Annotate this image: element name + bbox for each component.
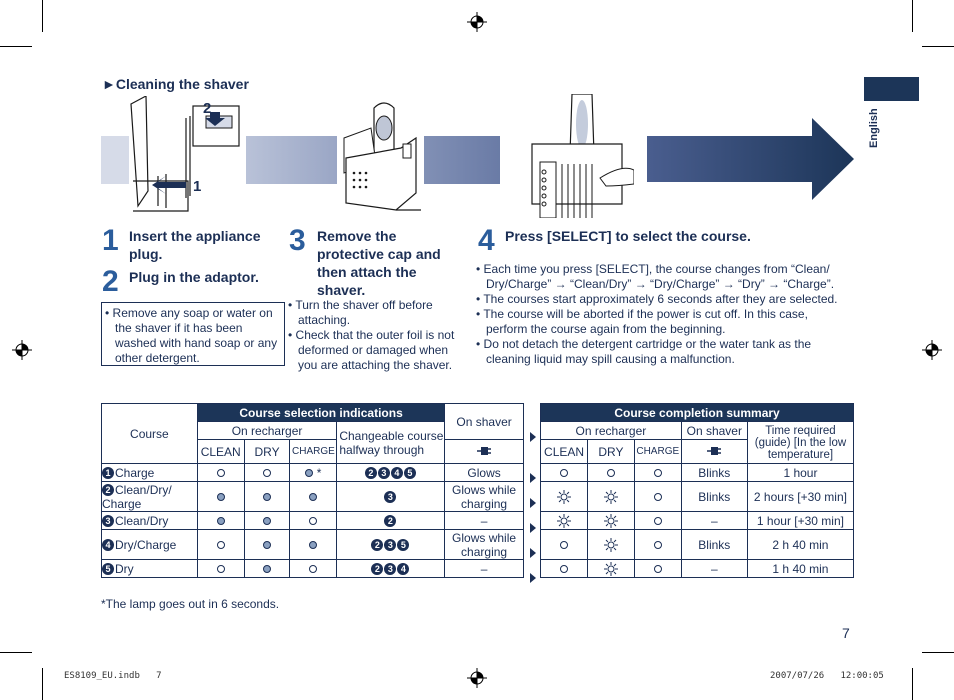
crop-mark (0, 46, 32, 47)
lamp-on-icon: * (290, 464, 337, 482)
step4-notes (476, 262, 852, 367)
footnote: *The lamp goes out in 6 seconds. (101, 597, 280, 611)
lamp-blink-icon (541, 512, 588, 530)
lamp-off-icon (290, 512, 337, 530)
crop-mark (42, 0, 43, 32)
dry-header: DRY (587, 440, 634, 464)
lamp-on-icon (197, 482, 244, 512)
lamp-off-icon (541, 530, 588, 560)
charge-header: CHARGE (634, 440, 681, 464)
step3-notes (288, 298, 464, 373)
registration-mark-icon (12, 340, 32, 360)
lamp-off-icon (541, 464, 588, 482)
on-shaver-header: On shaver (681, 422, 747, 440)
plug-icon (445, 440, 523, 464)
blinks-cell: – (681, 512, 747, 530)
note-item: • Do not detach the detergent cartridge or the water tank as the cleaning liquid may spill causing a malfunction. (476, 337, 812, 366)
lamp-off-icon (634, 530, 681, 560)
illustration-label-one: 1 (193, 178, 202, 195)
lamp-blink-icon (587, 530, 634, 560)
lamp-on-icon (244, 482, 290, 512)
on-shaver-header: On shaver (445, 404, 523, 440)
illustration-label-two: 2 (203, 100, 212, 117)
clean-header: CLEAN (197, 440, 244, 464)
row-arrow-icon (529, 523, 537, 533)
lamp-blink-icon (587, 560, 634, 578)
blinks-cell: Blinks (681, 482, 747, 512)
progress-band (246, 136, 337, 184)
on-shaver-cell: – (445, 560, 523, 578)
lamp-on-icon (244, 530, 290, 560)
on-shaver-cell: – (445, 512, 523, 530)
crop-mark (42, 668, 43, 700)
lamp-on-icon (244, 560, 290, 578)
clean-header: CLEAN (541, 440, 588, 464)
changeable-header: Changeable course halfway through (337, 422, 445, 464)
on-recharger-header: On recharger (197, 422, 337, 440)
lamp-off-icon (634, 464, 681, 482)
lamp-blink-icon (587, 482, 634, 512)
changeable-cell: 2 3 4 5 (337, 464, 445, 482)
note-item: • The courses start approximately 6 seconds after they are selected. (476, 292, 838, 306)
cleaning-station-illustration (336, 98, 426, 214)
course-cell: 4 Dry/Charge (102, 530, 198, 560)
course-table (101, 403, 854, 578)
lamp-off-icon (290, 560, 337, 578)
language-tab (864, 77, 919, 101)
registration-mark-icon (467, 668, 487, 688)
lamp-off-icon (634, 560, 681, 578)
lamp-off-icon (634, 512, 681, 530)
step-text: Insert the appliance plug. (129, 228, 261, 262)
lamp-off-icon (634, 482, 681, 512)
time-cell: 2 h 40 min (747, 530, 853, 560)
lamp-off-icon (197, 530, 244, 560)
step-text: Plug in the adaptor. (129, 269, 259, 285)
time-cell: 1 h 40 min (747, 560, 853, 578)
blinks-cell: Blinks (681, 530, 747, 560)
lamp-on-icon (290, 530, 337, 560)
completion-header: Course completion summary (541, 404, 854, 422)
lamp-off-icon (587, 464, 634, 482)
warning-text: • Remove any soap or water on the shaver if it has been washed with hand soap or any other detergent. (105, 306, 278, 365)
lamp-on-icon (290, 482, 337, 512)
time-cell: 1 hour [+30 min] (747, 512, 853, 530)
row-arrow-icon (529, 548, 537, 558)
course-cell: 3 Clean/Dry (102, 512, 198, 530)
slug-left: ES8109_EU.indb 7 (64, 671, 162, 681)
step-text: Press [SELECT] to select the course. (505, 228, 751, 244)
dry-header: DRY (244, 440, 290, 464)
crop-mark (0, 652, 32, 653)
crop-mark (912, 668, 913, 700)
crop-mark (922, 46, 954, 47)
changeable-cell: 3 (337, 482, 445, 512)
select-button-illustration (522, 94, 634, 218)
changeable-cell: 2 3 4 (337, 560, 445, 578)
lamp-off-icon (541, 560, 588, 578)
on-shaver-cell: Glows (445, 464, 523, 482)
step-text: Remove the protective cap and then attach the shaver. (317, 228, 441, 298)
charge-header: CHARGE (290, 440, 337, 464)
row-arrow-icon (529, 498, 537, 508)
step-number: 1 (102, 224, 119, 257)
lamp-off-icon (197, 560, 244, 578)
page-number: 7 (842, 625, 850, 641)
plug-icon (681, 440, 747, 464)
progress-band (101, 136, 129, 184)
step-number: 3 (289, 224, 306, 257)
lamp-on-icon (197, 512, 244, 530)
registration-mark-icon (467, 12, 487, 32)
course-header: Course (102, 404, 198, 464)
on-recharger-header: On recharger (541, 422, 682, 440)
changeable-cell: 2 (337, 512, 445, 530)
course-cell: 5 Dry (102, 560, 198, 578)
row-arrow-icon (529, 473, 537, 483)
blinks-cell: – (681, 560, 747, 578)
changeable-cell: 2 3 5 (337, 530, 445, 560)
row-arrow-icon (529, 432, 537, 442)
crop-mark (912, 0, 913, 32)
language-label: English (868, 108, 880, 148)
note-item: • Turn the shaver off before attaching. (288, 298, 433, 327)
step-number: 4 (478, 224, 495, 257)
note-item: • The course will be aborted if the power is cut off. In this case, perform the course again from the beginning. (476, 307, 808, 336)
lamp-on-icon (244, 512, 290, 530)
time-required-header: Time required (guide) [In the low temperature] (747, 422, 853, 464)
crop-mark (922, 652, 954, 653)
on-shaver-cell: Glows while charging (445, 482, 523, 512)
progress-arrow-icon (647, 118, 854, 200)
step-number: 2 (102, 265, 119, 298)
lamp-off-icon (197, 464, 244, 482)
on-shaver-cell: Glows while charging (445, 530, 523, 560)
course-cell: 2 Clean/Dry/ Charge (102, 482, 198, 512)
plug-illustration (128, 96, 243, 214)
lamp-blink-icon (587, 512, 634, 530)
section-title: ►Cleaning the shaver (102, 76, 249, 92)
registration-mark-icon (922, 340, 942, 360)
note-item: • Check that the outer foil is not deformed or damaged when you are attaching the shaver. (288, 328, 455, 372)
lamp-off-icon (244, 464, 290, 482)
time-cell: 2 hours [+30 min] (747, 482, 853, 512)
warning-box (101, 302, 285, 366)
note-item: • Each time you press [SELECT], the course changes from “Clean/ Dry/Charge” → “Clean/Dry” → “Dry/Charge” → “Dry” → “Charge”. (476, 262, 835, 291)
time-cell: 1 hour (747, 464, 853, 482)
row-arrow-icon (529, 573, 537, 583)
blinks-cell: Blinks (681, 464, 747, 482)
progress-band (424, 136, 500, 184)
slug-right: 2007/07/26 12:00:05 (770, 671, 884, 681)
course-cell: 1 Charge (102, 464, 198, 482)
selection-header: Course selection indications (197, 404, 445, 422)
lamp-blink-icon (541, 482, 588, 512)
